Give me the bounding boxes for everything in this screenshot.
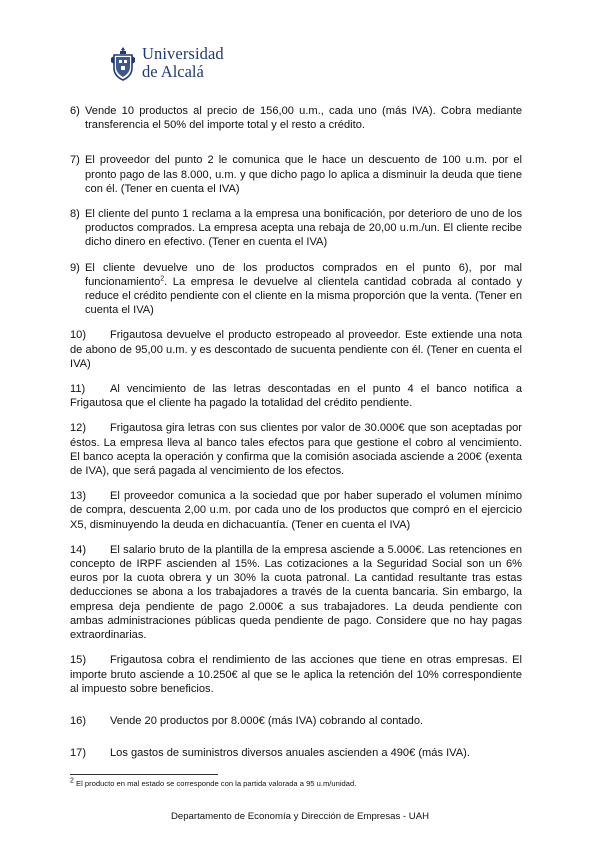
footnote-text: El producto en mal estado se corresponde con la partida valorada a 95 u.m/unidad. bbox=[73, 779, 357, 788]
list-item bbox=[70, 421, 522, 478]
item-text: Frigautosa cobra el rendimiento de las acciones que tiene en otras empresas. El importe bruto asciende a 10.250€ al que se le aplica la retención del 10% correspondiente al impuesto sobre beneficios. bbox=[70, 654, 522, 695]
list-item bbox=[70, 261, 522, 318]
exercise-list bbox=[70, 104, 522, 760]
item-number: 8) bbox=[70, 208, 80, 221]
item-text: El proveedor del punto 2 le comunica que le hace un descuento de 100 u.m. por el pronto pago de las 8.000, u.m. y que dicho pago lo aplica a disminuir la deuda que tiene con él. (Tener en cuenta el IVA) bbox=[85, 154, 522, 195]
item-text bbox=[70, 261, 522, 318]
list-item bbox=[70, 543, 522, 642]
logo-line-1: Universidad bbox=[142, 44, 224, 63]
item-number: 12) bbox=[70, 422, 87, 435]
list-item bbox=[70, 489, 522, 532]
item-text: El proveedor comunica a la sociedad que por haber superado el volumen mínimo de compra, descuenta 2,00 u.m. por cada uno de los productos que compró en el ejercicio X5, disminuyendo la deuda en dichacuantía. (Tener en cuenta el IVA) bbox=[70, 490, 522, 531]
footnote-reference: 2 bbox=[160, 275, 165, 283]
university-logo bbox=[110, 46, 240, 86]
item-number: 17) bbox=[70, 747, 87, 760]
footnote-divider bbox=[70, 774, 218, 775]
list-item bbox=[70, 714, 522, 728]
university-crest-icon bbox=[110, 46, 136, 82]
item-text: Frigautosa devuelve el producto estropeado al proveedor. Este extiende una nota de abono de 95,00 u.m. y es descontado de sucuenta pendiente con él. (Tener en cuenta el IVA) bbox=[70, 329, 522, 370]
item-number: 11) bbox=[70, 383, 86, 396]
page-footer: Departamento de Economía y Dirección de Empresas - UAH bbox=[170, 811, 430, 822]
item-number: 6) bbox=[70, 105, 80, 117]
item-text: Frigautosa gira letras con sus clientes por valor de 30.000€ que son aceptadas por éstos. La empresa lleva al banco tales efectos para que gestione el cobro al vencimiento. El banco acepta la operación y confirma que la comisión asociada asciende a 200€ (exenta de IVA), que será pagada al vencimiento de los efectos. bbox=[70, 422, 522, 478]
item-text: El salario bruto de la plantilla de la empresa asciende a 5.000€. Las retenciones en concepto de IRPF ascienden al 15%. Las cotizaciones a la Seguridad Social son un 6% euros por la cuota obrera y un 30% la cuota patronal. La cantidad resultante tras estas deducciones se abona a los trabajadores a través de la cuenta bancaria. Sin embargo, la empresa deja pendiente de pago 2.000€ a sus trabajadores. La deuda pendiente con ambas administraciones públicas queda pendiente de pago. Considere que no hay pagas extraordinarias. bbox=[70, 543, 522, 642]
footnote-mark: 2 bbox=[70, 777, 74, 785]
list-item bbox=[70, 328, 522, 371]
list-item bbox=[70, 104, 522, 132]
footnote bbox=[70, 779, 356, 788]
item-number: 9) bbox=[70, 261, 80, 274]
list-item bbox=[70, 382, 522, 410]
item-number: 15) bbox=[70, 654, 87, 667]
logo-line-2: de Alcalá bbox=[142, 62, 204, 81]
item-text: El cliente del punto 1 reclama a la empresa una bonificación, por deterioro de uno de los productos comprados. La empresa acepta una rebaja de 20,00 u.m./un. El cliente recibe dicho dinero en efectivo. (Tener en cuenta el IVA) bbox=[85, 208, 522, 249]
item-text: Vende 20 productos por 8.000€ (más IVA) cobrando al contado. bbox=[110, 714, 424, 727]
item-text: Vende 10 productos al precio de 156,00 u.m., cada uno (más IVA). Cobra mediante transferencia el 50% del importe total y el resto a crédito. bbox=[85, 105, 522, 132]
item-text-part-b: . La empresa le devuelve al clientela cantidad cobrada al contado y reduce el crédito pendiente con el cliente en la misma proporción que la venta. (Tener en cuenta el IVA) bbox=[85, 275, 522, 317]
item-number: 14) bbox=[70, 543, 87, 556]
item-number: 13) bbox=[70, 490, 87, 503]
list-item bbox=[70, 653, 522, 696]
item-text: Al vencimiento de las letras descontadas en el punto 4 el banco notifica a Frigautosa que el cliente ha pagado la totalidad del crédito pendiente. bbox=[70, 383, 522, 410]
list-item bbox=[70, 746, 522, 760]
list-item bbox=[70, 153, 522, 196]
item-text: Los gastos de suministros diversos anuales ascienden a 490€ (más IVA). bbox=[110, 747, 470, 760]
item-text-part-a: El cliente devuelve uno de los productos comprados en el punto 6), por mal funcionamiento bbox=[85, 261, 522, 288]
list-item bbox=[70, 207, 522, 250]
item-number: 16) bbox=[70, 714, 87, 727]
item-number: 10) bbox=[70, 329, 87, 342]
item-number: 7) bbox=[70, 154, 80, 167]
